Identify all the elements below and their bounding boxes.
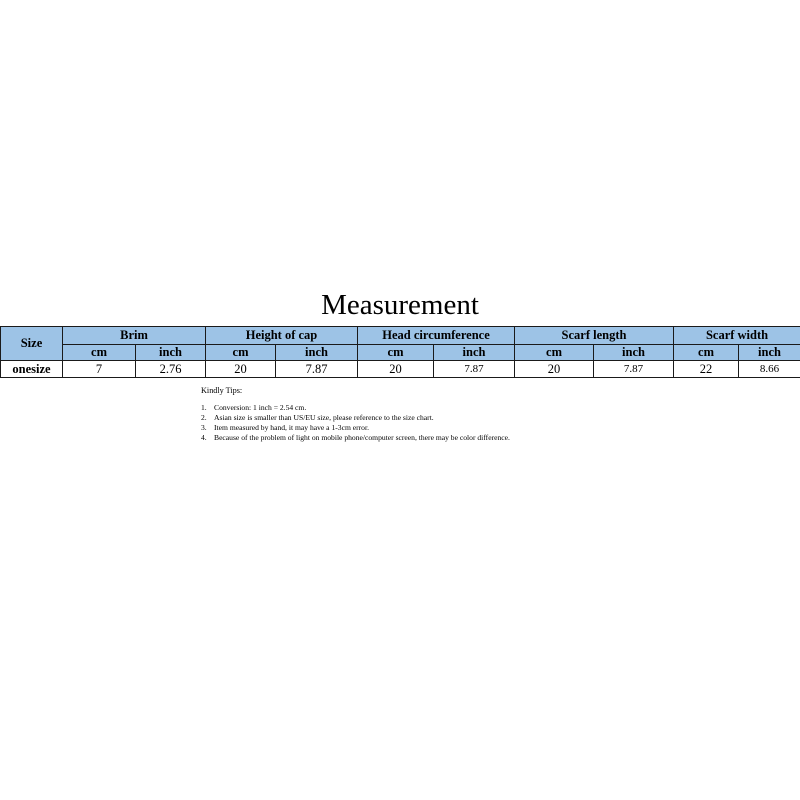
table-cell: 22 — [674, 361, 739, 378]
kindly-tips — [201, 386, 531, 443]
list-item-number: 3. — [201, 423, 207, 432]
table-cell: 20 — [515, 361, 594, 378]
table-cell: 20 — [358, 361, 434, 378]
unit-header: cm — [206, 345, 276, 361]
unit-header: cm — [358, 345, 434, 361]
list-item-text: Conversion: 1 inch = 2.54 cm. — [214, 403, 307, 412]
list-item-number: 4. — [201, 433, 207, 442]
unit-header: inch — [434, 345, 515, 361]
size-header: Size — [1, 327, 63, 361]
table-cell: 7.87 — [434, 361, 515, 378]
unit-header: inch — [594, 345, 674, 361]
table-cell: 20 — [206, 361, 276, 378]
unit-header: inch — [739, 345, 800, 361]
row-label: onesize — [1, 361, 63, 378]
list-item — [201, 413, 531, 423]
list-item-number: 1. — [201, 403, 207, 412]
group-header-scarf-width: Scarf width — [674, 327, 800, 345]
list-item — [201, 433, 531, 443]
group-header-scarf-length: Scarf length — [515, 327, 674, 345]
table-cell: 7.87 — [594, 361, 674, 378]
list-item-text: Asian size is smaller than US/EU size, please reference to the size chart. — [214, 413, 434, 422]
unit-header: cm — [515, 345, 594, 361]
unit-header: inch — [136, 345, 206, 361]
list-item-text: Because of the problem of light on mobile phone/computer screen, there may be color difference. — [214, 433, 510, 442]
unit-header: inch — [276, 345, 358, 361]
list-item — [201, 423, 531, 433]
table-cell: 7 — [63, 361, 136, 378]
table-cell: 2.76 — [136, 361, 206, 378]
group-header-head-circumference: Head circumference — [358, 327, 515, 345]
table-cell: 8.66 — [739, 361, 800, 378]
unit-header: cm — [674, 345, 739, 361]
table-cell: 7.87 — [276, 361, 358, 378]
unit-header: cm — [63, 345, 136, 361]
group-header-height-of-cap: Height of cap — [206, 327, 358, 345]
list-item — [201, 403, 531, 413]
list-item-number: 2. — [201, 413, 207, 422]
list-item-text: Item measured by hand, it may have a 1-3cm error. — [214, 423, 369, 432]
tips-list — [201, 403, 531, 443]
table-unit-row — [1, 345, 800, 361]
table-header-row — [1, 327, 800, 345]
size-chart-table — [0, 326, 800, 378]
page-title: Measurement — [321, 289, 479, 321]
tips-title: Kindly Tips: — [201, 386, 243, 395]
table-row — [1, 361, 800, 378]
group-header-brim: Brim — [63, 327, 206, 345]
